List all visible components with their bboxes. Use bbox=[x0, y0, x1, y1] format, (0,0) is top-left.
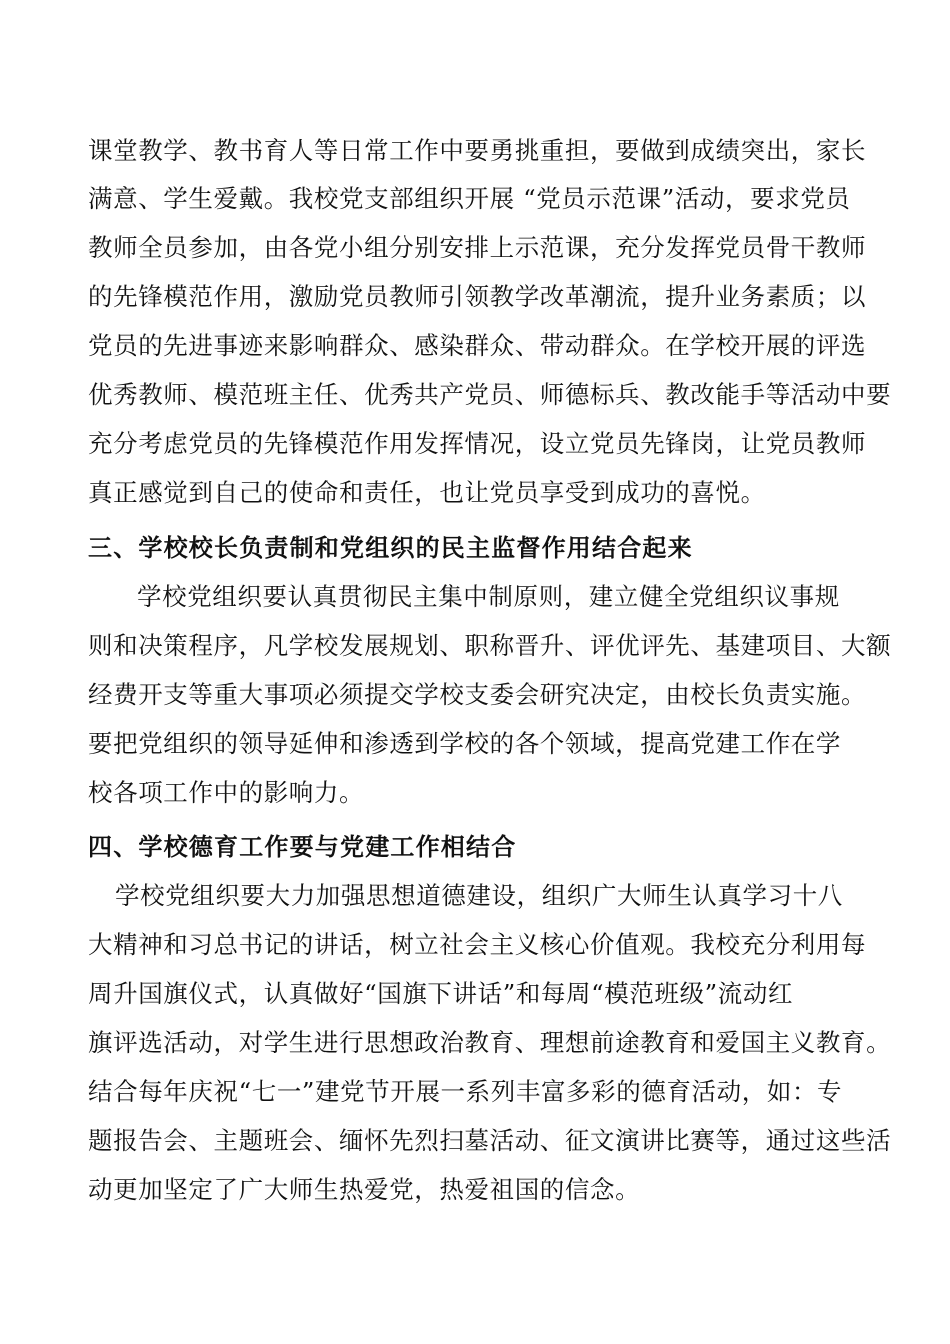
paragraph-line: 充分考虑党员的先锋模范作用发挥情况，设立党员先锋岗，让党员教师 bbox=[88, 429, 867, 458]
paragraph-line: 党员的先进事迹来影响群众、感染群众、带动群众。在学校开展的评选 bbox=[88, 331, 867, 360]
paragraph-line: 经费开支等重大事项必须提交学校支委会研究决定，由校长负责实施。 bbox=[88, 680, 867, 709]
section-heading-3: 三、学校校长负责制和党组织的民主监督作用结合起来 bbox=[88, 534, 693, 562]
paragraph-line: 学校党组织要认真贯彻民主集中制原则，建立健全党组织议事规 bbox=[137, 582, 840, 611]
paragraph-line: 动更加坚定了广大师生热爱党，热爱祖国的信念。 bbox=[88, 1175, 641, 1204]
paragraph-line: 题报告会、主题班会、缅怀先烈扫墓活动、征文演讲比赛等，通过这些活 bbox=[88, 1126, 892, 1155]
paragraph-line: 校各项工作中的影响力。 bbox=[88, 778, 365, 807]
paragraph-line: 优秀教师、模范班主任、优秀共产党员、师德标兵、教改能手等活动中要 bbox=[88, 380, 892, 409]
paragraph-line: 旗评选活动，对学生进行思想政治教育、理想前途教育和爱国主义教育。 bbox=[88, 1028, 892, 1057]
paragraph-line: 课堂教学、教书育人等日常工作中要勇挑重担，要做到成绩突出，家长 bbox=[88, 136, 867, 165]
paragraph-line: 的先锋模范作用，激励党员教师引领教学改革潮流，提升业务素质；以 bbox=[88, 282, 867, 311]
paragraph-line: 大精神和习总书记的讲话，树立社会主义核心价值观。我校充分利用每 bbox=[88, 930, 867, 959]
paragraph-line: 结合每年庆祝“七一”建党节开展一系列丰富多彩的德育活动，如：专 bbox=[88, 1077, 843, 1106]
paragraph-line: 则和决策程序，凡学校发展规划、职称晋升、评优评先、基建项目、大额 bbox=[88, 631, 892, 660]
paragraph-line: 真正感觉到自己的使命和责任，也让党员享受到成功的喜悦。 bbox=[88, 478, 766, 507]
paragraph-line: 要把党组织的领导延伸和渗透到学校的各个领域，提高党建工作在学 bbox=[88, 729, 841, 758]
paragraph-line: 周升国旗仪式，认真做好“国旗下讲话”和每周“模范班级”流动红 bbox=[88, 979, 794, 1008]
paragraph-line: 满意、学生爱戴。我校党支部组织开展 “党员示范课”活动，要求党员 bbox=[88, 184, 851, 213]
paragraph-line: 教师全员参加，由各党小组分别安排上示范课，充分发挥党员骨干教师 bbox=[88, 233, 867, 262]
paragraph-line: 学校党组织要大力加强思想道德建设，组织广大师生认真学习十八 bbox=[115, 881, 843, 910]
section-heading-4: 四、学校德育工作要与党建工作相结合 bbox=[88, 833, 517, 861]
